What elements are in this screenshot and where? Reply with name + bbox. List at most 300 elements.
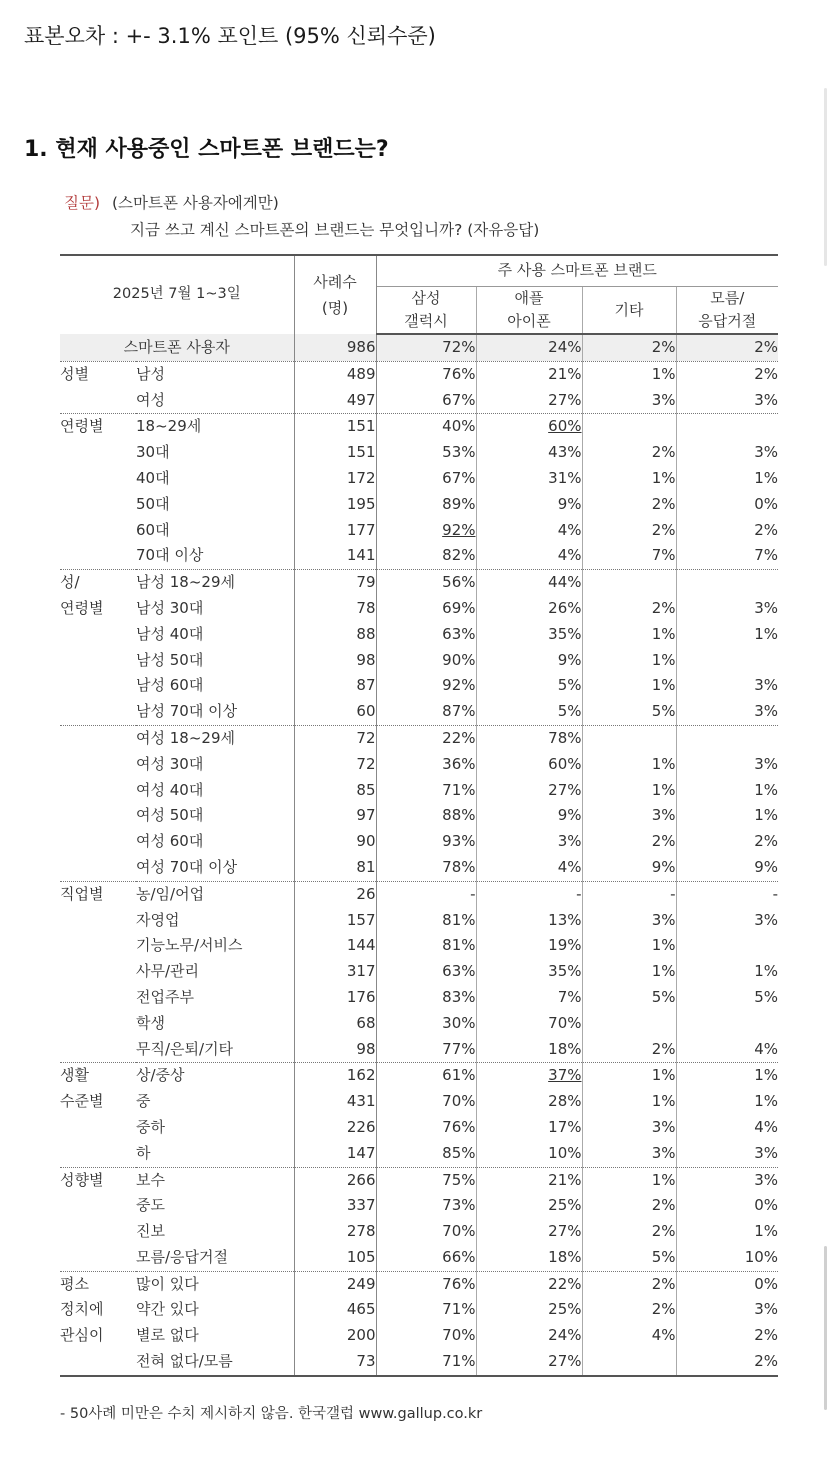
value-samsung: 73% <box>442 1196 476 1215</box>
row-label: 무직/은퇴/기타 <box>136 1039 234 1058</box>
row-label: 사무/관리 <box>136 962 200 981</box>
sample-size: 73 <box>294 1349 376 1376</box>
table-row <box>60 1271 778 1297</box>
row-label: 약간 있다 <box>136 1300 199 1319</box>
value-unknown: 1% <box>754 468 779 487</box>
value-samsung: 69% <box>442 598 476 617</box>
value-samsung: 76% <box>442 1117 476 1136</box>
value-samsung: 71% <box>442 1352 476 1371</box>
value-apple: 31% <box>548 468 582 487</box>
value-apple: 9% <box>557 494 582 513</box>
value-other: 3% <box>651 1143 676 1162</box>
row-label: 남성 70대 이상 <box>136 702 238 721</box>
value-apple: 35% <box>548 962 582 981</box>
value-samsung: 40% <box>442 417 476 436</box>
row-label: 자영업 <box>136 910 180 929</box>
value-unknown: 1% <box>754 1066 779 1085</box>
value-apple: 10% <box>548 1143 582 1162</box>
value-samsung: 63% <box>442 962 476 981</box>
value-apple: 37% <box>548 1066 582 1085</box>
value-apple: 25% <box>548 1196 582 1215</box>
group-label <box>60 1193 136 1219</box>
value-apple: 27% <box>548 1222 582 1241</box>
value-samsung: 78% <box>442 857 476 876</box>
group-label <box>60 1349 136 1376</box>
value-samsung: 93% <box>442 832 476 851</box>
value-other: 1% <box>651 650 676 669</box>
row-label: 18~29세 <box>136 414 294 440</box>
value-other: 9% <box>651 857 676 876</box>
value-apple: 78% <box>548 728 582 747</box>
group-label <box>60 518 136 544</box>
group-label: 정치에 <box>60 1300 104 1319</box>
sample-size: 176 <box>294 985 376 1011</box>
table-row <box>60 1323 778 1349</box>
value-other: 1% <box>651 936 676 955</box>
group-label <box>60 466 136 492</box>
table-row <box>60 648 778 674</box>
group-label <box>60 725 136 751</box>
value-samsung: 85% <box>442 1143 476 1162</box>
table-row <box>60 985 778 1011</box>
row-label: 모름/응답거절 <box>136 1247 228 1266</box>
value-unknown: 3% <box>754 598 779 617</box>
value-other: 1% <box>651 962 676 981</box>
value-apple: 22% <box>548 1274 582 1293</box>
value-unknown: 3% <box>754 702 779 721</box>
value-unknown: 0% <box>754 494 779 513</box>
value-samsung: - <box>470 884 476 903</box>
table-row <box>60 673 778 699</box>
value-other: 3% <box>651 806 676 825</box>
group-label: 성별 <box>60 361 136 387</box>
column-header-unknown: 모름/ 응답거절 <box>676 287 778 335</box>
value-samsung: 56% <box>442 573 476 592</box>
group-label: 생활 <box>60 1063 136 1089</box>
value-apple: 43% <box>548 443 582 462</box>
value-unknown: 3% <box>754 390 779 409</box>
sample-size: 105 <box>294 1245 376 1271</box>
value-unknown: 1% <box>754 1092 779 1111</box>
value-unknown: 2% <box>754 832 779 851</box>
value-samsung: 71% <box>442 780 476 799</box>
sample-size: 465 <box>294 1297 376 1323</box>
value-other: 2% <box>651 1222 676 1241</box>
table-row <box>60 881 778 907</box>
value-apple: 5% <box>557 676 582 695</box>
value-samsung: 67% <box>442 468 476 487</box>
value-unknown: 10% <box>744 1247 779 1266</box>
row-label: 60대 <box>136 520 170 539</box>
value-apple: 5% <box>557 702 582 721</box>
sample-size: 85 <box>294 778 376 804</box>
table-row <box>60 908 778 934</box>
question-text: 지금 쓰고 계신 스마트폰의 브랜드는 무엇입니까? (자유응답) <box>130 221 540 239</box>
total-unknown: 2% <box>676 334 778 361</box>
value-unknown: 1% <box>754 624 779 643</box>
sample-size: 177 <box>294 518 376 544</box>
value-apple: 60% <box>548 754 582 773</box>
total-samsung: 72% <box>376 334 476 361</box>
sample-size: 157 <box>294 908 376 934</box>
value-samsung: 92% <box>442 676 476 695</box>
group-label: 평소 <box>60 1271 136 1297</box>
value-unknown: 3% <box>754 910 779 929</box>
value-unknown: 1% <box>754 780 779 799</box>
sample-size: 141 <box>294 543 376 569</box>
value-other: 5% <box>651 987 676 1006</box>
value-unknown: 3% <box>754 754 779 773</box>
row-label: 남성 <box>136 361 294 387</box>
sample-size: 90 <box>294 829 376 855</box>
row-label: 전업주부 <box>136 987 194 1006</box>
value-apple: - <box>576 884 582 903</box>
row-label: 70대 이상 <box>136 546 204 565</box>
sample-size: 431 <box>294 1089 376 1115</box>
row-label: 여성 50대 <box>136 806 204 825</box>
value-unknown: 2% <box>754 364 779 383</box>
group-label <box>60 933 136 959</box>
table-row <box>60 803 778 829</box>
group-label <box>60 908 136 934</box>
value-samsung: 71% <box>442 1300 476 1319</box>
table-row <box>60 414 778 440</box>
value-apple: 21% <box>548 1170 582 1189</box>
table-row <box>60 492 778 518</box>
group-label <box>60 752 136 778</box>
table-row <box>60 1089 778 1115</box>
table-row <box>60 570 778 596</box>
total-other: 2% <box>582 334 676 361</box>
table-row <box>60 829 778 855</box>
sample-size: 68 <box>294 1011 376 1037</box>
group-label: 성/ <box>60 570 136 596</box>
header-row <box>60 255 778 287</box>
value-apple: 60% <box>548 417 582 436</box>
table-row <box>60 778 778 804</box>
table-row <box>60 959 778 985</box>
row-label: 40대 <box>136 468 170 487</box>
value-apple: 35% <box>548 624 582 643</box>
value-apple: 9% <box>557 806 582 825</box>
table-row <box>60 1141 778 1167</box>
row-label: 남성 40대 <box>136 624 204 643</box>
value-samsung: 81% <box>442 910 476 929</box>
value-other: 4% <box>651 1326 676 1345</box>
value-unknown: 0% <box>754 1274 779 1293</box>
sample-size: 278 <box>294 1219 376 1245</box>
value-apple: 44% <box>548 573 582 592</box>
value-unknown: - <box>772 884 779 903</box>
group-label <box>60 985 136 1011</box>
table-row <box>60 752 778 778</box>
row-label: 많이 있다 <box>136 1271 294 1297</box>
row-label: 농/임/어업 <box>136 881 294 907</box>
table-row <box>60 466 778 492</box>
table-row <box>60 440 778 466</box>
value-samsung: 67% <box>442 390 476 409</box>
value-samsung: 75% <box>442 1170 476 1189</box>
value-apple: 9% <box>557 650 582 669</box>
table-row <box>60 596 778 622</box>
value-unknown: 2% <box>754 1352 779 1371</box>
value-unknown: 3% <box>754 1300 779 1319</box>
group-label: 관심이 <box>60 1326 104 1345</box>
value-other: 2% <box>651 598 676 617</box>
group-label <box>60 855 136 881</box>
group-label <box>60 492 136 518</box>
total-row <box>60 334 778 361</box>
table-body <box>60 334 778 1376</box>
group-label: 연령별 <box>60 414 136 440</box>
value-apple: 27% <box>548 780 582 799</box>
sample-size: 60 <box>294 699 376 725</box>
sample-size: 249 <box>294 1271 376 1297</box>
value-other: 1% <box>651 780 676 799</box>
row-label: 여성 60대 <box>136 832 204 851</box>
group-label <box>60 1245 136 1271</box>
value-unknown: 4% <box>754 1039 779 1058</box>
value-unknown: 3% <box>754 1170 779 1189</box>
brand-group-header: 주 사용 스마트폰 브랜드 <box>376 255 778 287</box>
group-label <box>60 699 136 725</box>
value-apple: 28% <box>548 1092 582 1111</box>
sample-size: 88 <box>294 622 376 648</box>
group-label <box>60 648 136 674</box>
value-apple: 19% <box>548 936 582 955</box>
question-target: (스마트폰 사용자에게만) <box>112 194 279 212</box>
value-samsung: 22% <box>442 728 476 747</box>
row-label: 남성 30대 <box>136 598 204 617</box>
column-header-other: 기타 <box>582 287 676 335</box>
group-label <box>60 1141 136 1167</box>
group-label: 수준별 <box>60 1092 104 1111</box>
value-other: 7% <box>651 546 676 565</box>
row-label: 학생 <box>136 1013 165 1032</box>
value-other: 2% <box>651 1039 676 1058</box>
row-label: 중도 <box>136 1196 165 1215</box>
sample-size: 497 <box>294 388 376 414</box>
table-row <box>60 1167 778 1193</box>
scrollbar-thumb[interactable] <box>824 1246 827 1410</box>
value-apple: 25% <box>548 1300 582 1319</box>
value-apple: 18% <box>548 1247 582 1266</box>
value-other: 2% <box>651 494 676 513</box>
scrollbar-track[interactable] <box>824 88 827 266</box>
table-row <box>60 855 778 881</box>
sample-size: 195 <box>294 492 376 518</box>
total-label: 스마트폰 사용자 <box>60 334 294 361</box>
value-unknown: 1% <box>754 962 779 981</box>
value-samsung: 92% <box>442 520 476 539</box>
row-label: 50대 <box>136 494 170 513</box>
value-unknown: 4% <box>754 1117 779 1136</box>
table-row <box>60 1219 778 1245</box>
table-row <box>60 1193 778 1219</box>
sample-size: 226 <box>294 1115 376 1141</box>
value-apple: 4% <box>557 857 582 876</box>
sample-size: 98 <box>294 1037 376 1063</box>
sample-size: 147 <box>294 1141 376 1167</box>
sample-size: 162 <box>294 1063 376 1089</box>
value-other: - <box>670 884 676 903</box>
row-label: 30대 <box>136 443 170 462</box>
value-other: 1% <box>651 624 676 643</box>
row-label: 진보 <box>136 1222 165 1241</box>
value-other: 3% <box>651 390 676 409</box>
value-apple: 18% <box>548 1039 582 1058</box>
group-label <box>60 673 136 699</box>
value-unknown: 0% <box>754 1196 779 1215</box>
group-label <box>60 1115 136 1141</box>
row-label: 여성 70대 이상 <box>136 857 238 876</box>
value-samsung: 53% <box>442 443 476 462</box>
row-label: 남성 60대 <box>136 676 204 695</box>
table-row <box>60 725 778 751</box>
row-label: 여성 30대 <box>136 754 204 773</box>
table-row <box>60 933 778 959</box>
value-apple: 26% <box>548 598 582 617</box>
row-label: 전혀 없다/모름 <box>136 1349 294 1376</box>
value-unknown: 3% <box>754 1143 779 1162</box>
sample-size: 78 <box>294 596 376 622</box>
column-header-samsung: 삼성 갤럭시 <box>376 287 476 335</box>
group-label: 연령별 <box>60 598 104 617</box>
table-row <box>60 361 778 387</box>
value-other: 2% <box>651 520 676 539</box>
total-n: 986 <box>294 334 376 361</box>
sample-size: 337 <box>294 1193 376 1219</box>
sample-size: 72 <box>294 752 376 778</box>
value-other: 5% <box>651 702 676 721</box>
value-other: 5% <box>651 1247 676 1266</box>
group-label <box>60 622 136 648</box>
table-row <box>60 543 778 569</box>
group-label <box>60 778 136 804</box>
value-samsung: 87% <box>442 702 476 721</box>
value-samsung: 88% <box>442 806 476 825</box>
sample-size: 81 <box>294 855 376 881</box>
group-label <box>60 543 136 569</box>
sample-size: 26 <box>294 881 376 907</box>
group-label <box>60 388 136 414</box>
sample-size: 266 <box>294 1167 376 1193</box>
value-samsung: 81% <box>442 936 476 955</box>
survey-table <box>60 254 778 1377</box>
value-unknown: 3% <box>754 443 779 462</box>
row-label: 별로 없다 <box>136 1326 199 1345</box>
row-label: 보수 <box>136 1167 294 1193</box>
value-other: 1% <box>651 754 676 773</box>
table-row <box>60 622 778 648</box>
table-row <box>60 1349 778 1376</box>
sample-size: 172 <box>294 466 376 492</box>
row-label: 여성 18~29세 <box>136 725 294 751</box>
group-label <box>60 829 136 855</box>
value-samsung: 77% <box>442 1039 476 1058</box>
group-label <box>60 1219 136 1245</box>
question-label: 질문) <box>64 194 100 212</box>
value-other: 1% <box>651 364 676 383</box>
table-row <box>60 1063 778 1089</box>
value-unknown: 2% <box>754 520 779 539</box>
table-row <box>60 1115 778 1141</box>
value-other: 2% <box>651 1274 676 1293</box>
sample-size: 87 <box>294 673 376 699</box>
value-samsung: 83% <box>442 987 476 1006</box>
value-apple: 17% <box>548 1117 582 1136</box>
table-row <box>60 1297 778 1323</box>
value-other: 3% <box>651 910 676 929</box>
value-apple: 21% <box>548 364 582 383</box>
group-label <box>60 959 136 985</box>
row-label: 중하 <box>136 1117 165 1136</box>
sample-size: 79 <box>294 570 376 596</box>
row-label: 중 <box>136 1092 151 1111</box>
table-row <box>60 518 778 544</box>
value-samsung: 82% <box>442 546 476 565</box>
value-unknown: 1% <box>754 1222 779 1241</box>
row-label: 여성 40대 <box>136 780 204 799</box>
value-other: 1% <box>651 1066 676 1085</box>
value-samsung: 76% <box>442 1274 476 1293</box>
value-other: 2% <box>651 832 676 851</box>
value-unknown: 1% <box>754 806 779 825</box>
sample-size-header: 사례수 (명) <box>294 255 376 334</box>
question-block <box>64 190 539 244</box>
table-row <box>60 699 778 725</box>
value-unknown: 5% <box>754 987 779 1006</box>
value-apple: 4% <box>557 546 582 565</box>
value-apple: 13% <box>548 910 582 929</box>
sample-size: 98 <box>294 648 376 674</box>
value-samsung: 36% <box>442 754 476 773</box>
group-label <box>60 440 136 466</box>
sample-size: 72 <box>294 725 376 751</box>
sample-size: 489 <box>294 361 376 387</box>
value-apple: 7% <box>557 987 582 1006</box>
value-samsung: 70% <box>442 1092 476 1111</box>
group-label <box>60 1037 136 1063</box>
value-other: 1% <box>651 676 676 695</box>
section-title: 1. 현재 사용중인 스마트폰 브랜드는? <box>24 137 389 162</box>
value-other: 1% <box>651 1170 676 1189</box>
table-row <box>60 1037 778 1063</box>
value-samsung: 30% <box>442 1013 476 1032</box>
row-label: 여성 <box>136 390 165 409</box>
row-label: 하 <box>136 1143 151 1162</box>
sample-size: 317 <box>294 959 376 985</box>
value-other: 1% <box>651 1092 676 1111</box>
value-samsung: 90% <box>442 650 476 669</box>
table-row <box>60 1245 778 1271</box>
value-other: 3% <box>651 1117 676 1136</box>
value-unknown: 9% <box>754 857 779 876</box>
table-row <box>60 388 778 414</box>
sample-size: 200 <box>294 1323 376 1349</box>
value-samsung: 76% <box>442 364 476 383</box>
value-unknown: 3% <box>754 676 779 695</box>
value-apple: 3% <box>557 832 582 851</box>
group-label <box>60 803 136 829</box>
group-label <box>60 1011 136 1037</box>
value-apple: 4% <box>557 520 582 539</box>
table-row <box>60 1011 778 1037</box>
row-label: 남성 18~29세 <box>136 570 294 596</box>
date-header: 2025년 7월 1~3일 <box>60 255 294 334</box>
group-label: 성향별 <box>60 1167 136 1193</box>
total-apple: 24% <box>476 334 582 361</box>
